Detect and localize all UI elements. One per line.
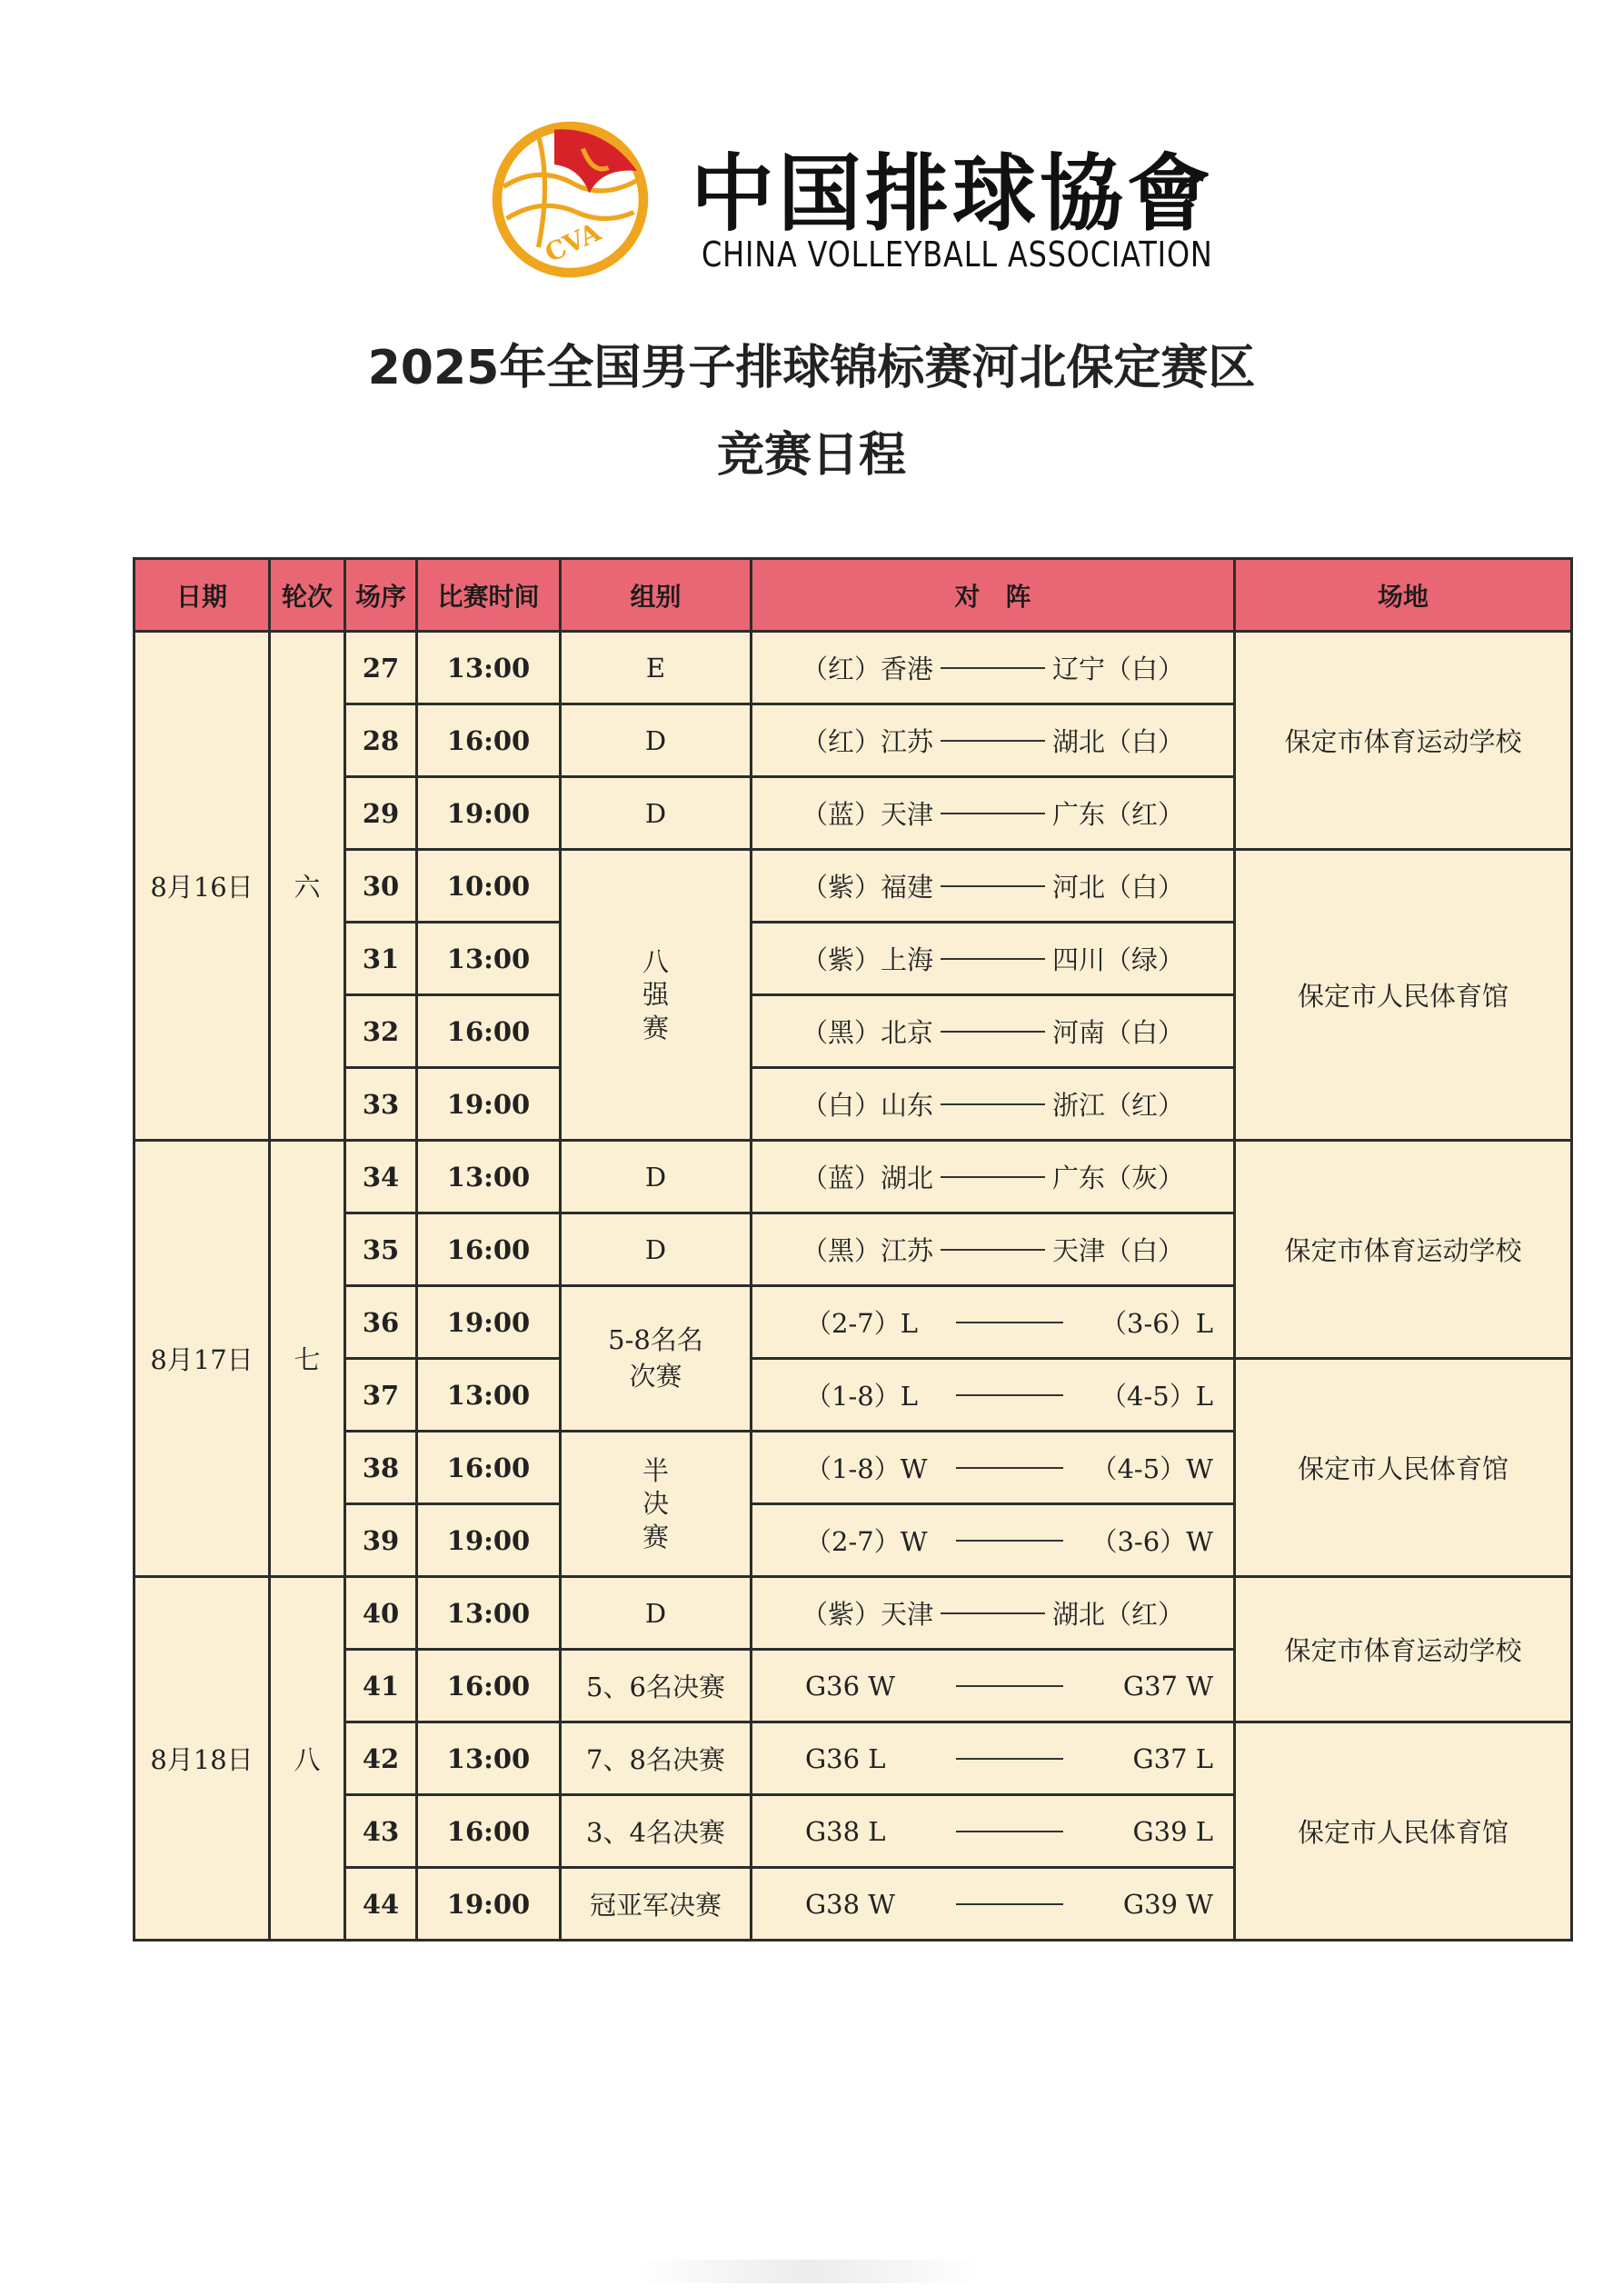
team-right: 浙江（红） <box>1052 1090 1185 1121</box>
group-cell: E <box>561 632 752 704</box>
group-cell: D <box>561 704 752 777</box>
venue-cell: 保定市人民体育馆 <box>1235 1359 1572 1577</box>
matchup-cell <box>752 1650 1235 1722</box>
match-time: 19:00 <box>417 777 561 850</box>
table-row <box>134 850 1572 923</box>
team-right: 河南（白） <box>1052 1017 1185 1048</box>
group-cell: 5、6名决赛 <box>561 1650 752 1722</box>
match-time: 13:00 <box>417 1359 561 1432</box>
match-no: 34 <box>345 1141 417 1213</box>
team-left: （紫）福建 <box>801 872 933 903</box>
group-cell: 3、4名决赛 <box>561 1795 752 1868</box>
vs-line <box>956 1467 1063 1469</box>
vs-line <box>941 667 1045 669</box>
match-no: 32 <box>345 995 417 1068</box>
matchup-cell <box>752 632 1235 704</box>
team-right: 湖北（红） <box>1052 1599 1185 1630</box>
team-left: （2-7）W <box>805 1526 928 1557</box>
team-right: 广东（红） <box>1052 799 1185 830</box>
team-left: （黑）江苏 <box>801 1235 933 1266</box>
vs-line <box>941 740 1045 742</box>
table-row <box>134 1359 1572 1432</box>
match-time: 13:00 <box>417 1141 561 1213</box>
team-left: （白）山东 <box>801 1090 933 1121</box>
cva-logo-icon <box>491 120 650 279</box>
vs-line <box>956 1540 1063 1542</box>
team-right: （3-6）L <box>1100 1308 1213 1339</box>
match-time: 16:00 <box>417 1432 561 1504</box>
match-no: 38 <box>345 1432 417 1504</box>
match-time: 19:00 <box>417 1068 561 1141</box>
header-time: 比赛时间 <box>417 559 561 632</box>
team-left: G38 L <box>805 1815 886 1847</box>
team-right: 河北（白） <box>1052 872 1185 903</box>
team-right: G37 L <box>1132 1742 1213 1774</box>
table-row <box>134 632 1572 704</box>
team-left: （1-8）W <box>805 1453 928 1484</box>
match-no: 35 <box>345 1213 417 1286</box>
venue-cell: 保定市人民体育馆 <box>1235 850 1572 1141</box>
date-cell: 8月18日 <box>134 1577 270 1941</box>
vs-line <box>956 1758 1063 1760</box>
team-right: G37 W <box>1122 1670 1213 1702</box>
group-cell <box>561 1432 752 1577</box>
team-left: （黑）北京 <box>801 1017 933 1048</box>
matchup-cell <box>752 1722 1235 1795</box>
vs-line <box>941 885 1045 887</box>
team-left: （紫）上海 <box>801 944 933 975</box>
venue-cell: 保定市体育运动学校 <box>1235 1577 1572 1722</box>
match-time: 16:00 <box>417 995 561 1068</box>
team-left: G38 W <box>805 1888 896 1920</box>
group-cell <box>561 850 752 1141</box>
team-left: （蓝）湖北 <box>801 1163 933 1193</box>
match-no: 31 <box>345 923 417 995</box>
vs-line <box>956 1322 1063 1323</box>
team-right: 四川（绿） <box>1052 944 1185 975</box>
group-cell: D <box>561 777 752 850</box>
team-left: G36 L <box>805 1742 886 1774</box>
group-label-vertical: 八强赛 <box>642 946 669 1043</box>
date-cell: 8月17日 <box>134 1141 270 1577</box>
team-right: 广东（灰） <box>1052 1163 1185 1193</box>
vs-line <box>941 1103 1045 1105</box>
round-cell: 七 <box>270 1141 345 1577</box>
team-left: （蓝）天津 <box>801 799 933 830</box>
page-subtitle: 竞赛日程 <box>716 428 906 483</box>
matchup-cell <box>752 777 1235 850</box>
match-no: 33 <box>345 1068 417 1141</box>
group-label-vertical: 半决赛 <box>642 1455 669 1552</box>
matchup-cell <box>752 1795 1235 1868</box>
venue-cell: 保定市人民体育馆 <box>1235 1722 1572 1941</box>
match-no: 37 <box>345 1359 417 1432</box>
group-cell: D <box>561 1577 752 1650</box>
venue-cell: 保定市体育运动学校 <box>1235 1141 1572 1359</box>
matchup-cell <box>752 995 1235 1068</box>
matchup-cell <box>752 850 1235 923</box>
vs-line <box>941 958 1045 960</box>
matchup-cell <box>752 1068 1235 1141</box>
team-right: 湖北（白） <box>1052 726 1185 757</box>
vs-line <box>956 1903 1063 1905</box>
match-no: 36 <box>345 1286 417 1359</box>
team-right: G39 L <box>1132 1815 1213 1847</box>
match-time: 10:00 <box>417 850 561 923</box>
table-header-row <box>134 559 1572 632</box>
vs-line <box>941 1612 1045 1614</box>
matchup-cell <box>752 1213 1235 1286</box>
match-no: 44 <box>345 1868 417 1941</box>
team-right: 天津（白） <box>1052 1235 1185 1266</box>
match-time: 13:00 <box>417 923 561 995</box>
team-left: G36 W <box>805 1670 896 1702</box>
vs-line <box>941 1249 1045 1251</box>
match-time: 19:00 <box>417 1868 561 1941</box>
match-time: 16:00 <box>417 1795 561 1868</box>
match-no: 43 <box>345 1795 417 1868</box>
header-matchup: 对 阵 <box>752 559 1235 632</box>
round-cell: 六 <box>270 632 345 1141</box>
header-date: 日期 <box>134 559 270 632</box>
team-left: （紫）天津 <box>801 1599 933 1630</box>
matchup-cell <box>752 1286 1235 1359</box>
match-no: 39 <box>345 1504 417 1577</box>
header-match-no: 场序 <box>345 559 417 632</box>
team-right: （4-5）W <box>1090 1453 1213 1484</box>
match-no: 40 <box>345 1577 417 1650</box>
matchup-cell <box>752 1432 1235 1504</box>
match-no: 42 <box>345 1722 417 1795</box>
team-left: （红）江苏 <box>801 726 933 757</box>
team-left: （2-7）L <box>805 1308 918 1339</box>
vs-line <box>956 1685 1063 1687</box>
group-cell <box>561 1286 752 1432</box>
venue-cell: 保定市体育运动学校 <box>1235 632 1572 850</box>
group-cell: 冠亚军决赛 <box>561 1868 752 1941</box>
team-right: （4-5）L <box>1100 1381 1213 1412</box>
team-right: （3-6）W <box>1090 1526 1213 1557</box>
vs-line <box>941 1176 1045 1178</box>
watermark <box>636 2260 981 2283</box>
match-no: 41 <box>345 1650 417 1722</box>
matchup-cell <box>752 1504 1235 1577</box>
team-right: G39 W <box>1122 1888 1213 1920</box>
team-left: （红）香港 <box>801 654 933 684</box>
org-name-en: CHINA VOLLEYBALL ASSOCIATION <box>702 235 1213 275</box>
match-time: 13:00 <box>417 1577 561 1650</box>
matchup-cell <box>752 1141 1235 1213</box>
match-time: 19:00 <box>417 1504 561 1577</box>
svg-text:CVA: CVA <box>540 216 606 269</box>
vs-line <box>941 813 1045 814</box>
header <box>0 109 1623 291</box>
match-time: 13:00 <box>417 632 561 704</box>
match-no: 30 <box>345 850 417 923</box>
header-venue: 场地 <box>1235 559 1572 632</box>
group-cell: D <box>561 1141 752 1213</box>
table-row <box>134 1722 1572 1795</box>
header-round: 轮次 <box>270 559 345 632</box>
matchup-cell <box>752 1577 1235 1650</box>
match-time: 16:00 <box>417 1650 561 1722</box>
match-no: 29 <box>345 777 417 850</box>
matchup-cell <box>752 923 1235 995</box>
vs-line <box>956 1831 1063 1832</box>
matchup-cell <box>752 1359 1235 1432</box>
table-row <box>134 1577 1572 1650</box>
match-time: 16:00 <box>417 1213 561 1286</box>
group-label-wrap: 5-8名名次赛 <box>608 1324 703 1392</box>
page-title: 2025年全国男子排球锦标赛河北保定赛区 <box>367 341 1256 395</box>
matchup-cell <box>752 704 1235 777</box>
match-no: 27 <box>345 632 417 704</box>
table-row <box>134 1141 1572 1213</box>
matchup-cell <box>752 1868 1235 1941</box>
vs-line <box>941 1031 1045 1033</box>
team-right: 辽宁（白） <box>1052 654 1185 684</box>
org-name-cn: 中国排球協會 <box>691 145 1215 243</box>
match-time: 13:00 <box>417 1722 561 1795</box>
vs-line <box>956 1394 1063 1396</box>
match-no: 28 <box>345 704 417 777</box>
match-time: 16:00 <box>417 704 561 777</box>
header-group: 组别 <box>561 559 752 632</box>
match-time: 19:00 <box>417 1286 561 1359</box>
group-cell: D <box>561 1213 752 1286</box>
schedule-table <box>133 557 1573 1942</box>
team-left: （1-8）L <box>805 1381 918 1412</box>
round-cell: 八 <box>270 1577 345 1941</box>
date-cell: 8月16日 <box>134 632 270 1141</box>
group-cell: 7、8名决赛 <box>561 1722 752 1795</box>
